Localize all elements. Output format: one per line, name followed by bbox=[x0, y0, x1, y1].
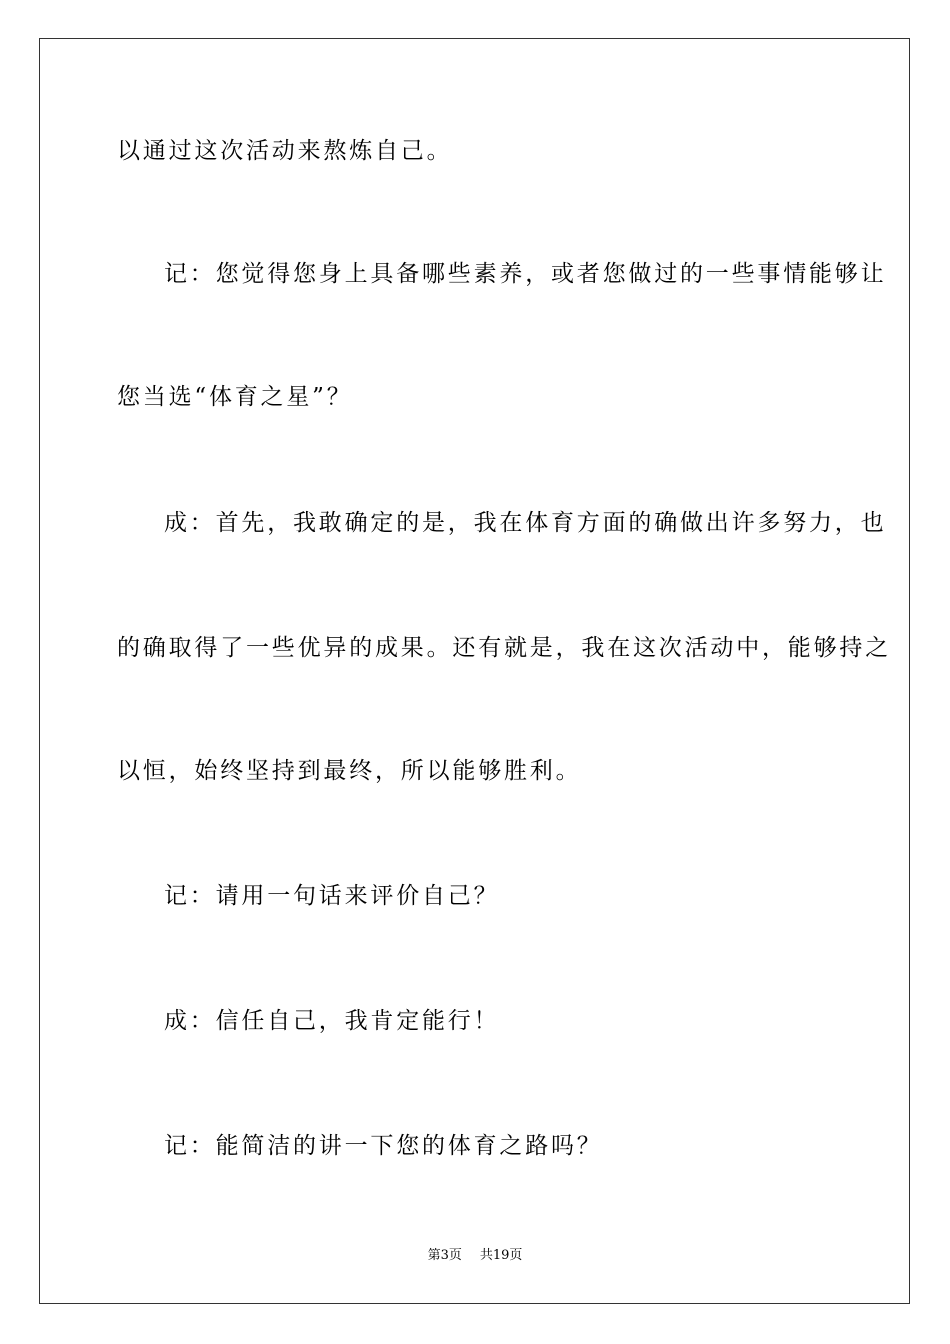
page-total: 共19页 bbox=[479, 1248, 523, 1263]
page-footer bbox=[0, 1247, 950, 1265]
paragraph-line: 记：您觉得您身上具备哪些素养，或者您做过的一些事情能够让 bbox=[164, 261, 887, 287]
paragraph-line: 成：首先，我敢确定的是，我在体育方面的确做出许多努力，也 bbox=[164, 510, 887, 536]
paragraph-line: 以恒，始终坚持到最终，所以能够胜利。 bbox=[117, 758, 582, 784]
paragraph-line: 的确取得了一些优异的成果。还有就是，我在这次活动中，能够持之 bbox=[117, 635, 891, 661]
paragraph-line: 成：信任自己，我肯定能行！ bbox=[164, 1008, 500, 1034]
paragraph-line: 您当选“体育之星”？ bbox=[117, 384, 353, 410]
paragraph-line: 记：能简洁的讲一下您的体育之路吗？ bbox=[164, 1133, 603, 1159]
paragraph-line: 以通过这次活动来熬炼自己。 bbox=[117, 138, 453, 164]
paragraph-line: 记：请用一句话来评价自己？ bbox=[164, 883, 500, 909]
page-number: 第3页 bbox=[427, 1248, 462, 1263]
page-border bbox=[39, 38, 910, 1304]
